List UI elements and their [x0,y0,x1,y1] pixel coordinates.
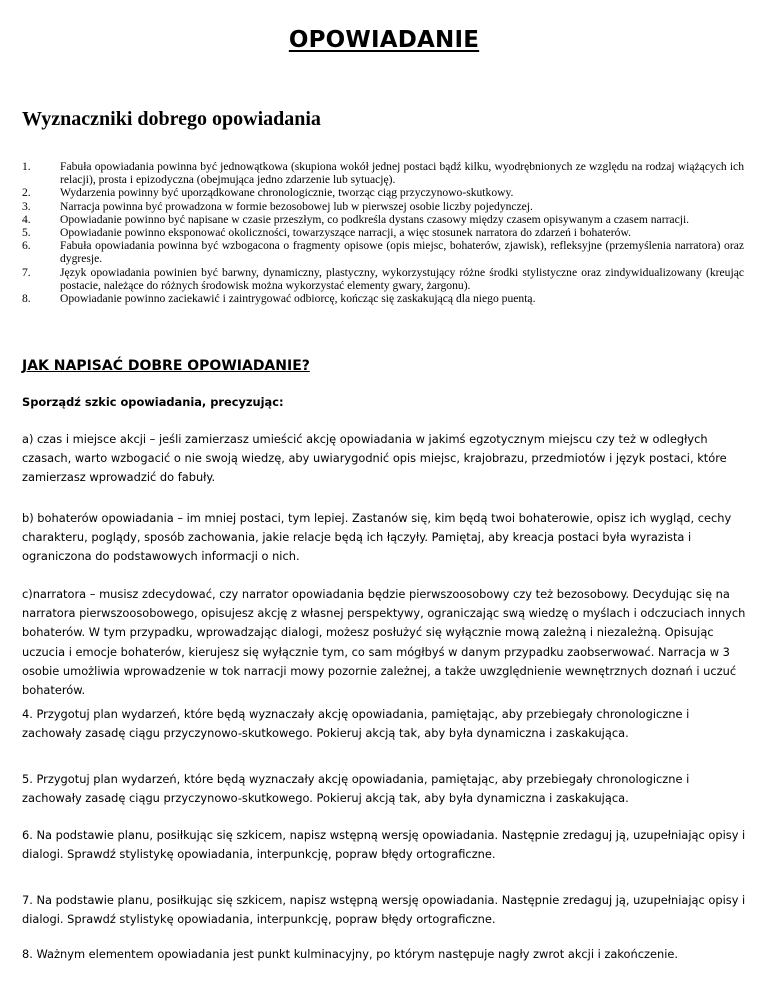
list-item: 3. Narracja powinna być prowadzona w formie bezosobowej lub w pierwszej osobie liczby pojedynczej. [22,199,533,213]
list-item: 4. Opowiadanie powinno być napisane w czasie przeszłym, co podkreśla dystans czasowy między czasem opisywanym a czasem narracji. [22,212,690,226]
paragraph-step-8: 8. Ważnym elementem opowiadania jest punkt kulminacyjny, po którym następuje nagły zwrot akcji i zakończenie. [22,947,679,961]
list-item: 6. Fabuła opowiadania powinna być wzbogacona o fragmenty opisowe (opis miejsc, bohaterów, zjawisk), refleksyjne (przemyślenia narratora) oraz dygresje. [22,239,744,266]
paragraph-narrator: c)narratora – musisz zdecydować, czy narrator opowiadania będzie pierwszoosobowy czy też bezosobowy. Decydując się na narratora pierwszoosobowego, opisujesz akcję z własnej perspektywy, ograniczając swą wiedzę o myślach i odczuciach innych bohaterów. W tym przypadku, wprowadzając dialogi, możesz posłużyć się wyłącznie mową zależną i niezależną. Opisując uczucia i emocje bohaterów, kierujesz się wyłącznie tym, co sam mógłbyś w danym przypadku zaobserwować. Narracja w 3 osobie umożliwia wprowadzenie w tok narracji mowy pozornie zależnej, a także uwzględnienie wewnętrznych doznań i uczuć bohaterów. [22,587,746,698]
list-item: 2. Wydarzenia powinny być uporządkowane chronologicznie, tworząc ciąg przyczynowo-skutkowy. [22,186,514,200]
criteria-list [22,160,744,305]
list-item: 5. Opowiadanie powinno eksponować okoliczności, towarzyszące narracji, a więc stosunek narratora do zdarzeń i bohaterów. [22,226,631,240]
section-heading-criteria: Wyznaczniki dobrego opowiadania [22,108,321,130]
list-item: 8. Opowiadanie powinno zaciekawić i zaintrygować odbiorcę, kończąc się zaskakującą dla niego puentą. [22,292,536,306]
list-item: 1. Fabuła opowiadania powinna być jednowątkowa (skupiona wokół jednej postaci bądź kilku, wyodrębnionych ze względu na rodzaj wiążących ich relacji), prosta i epizodyczna (obejmująca jedno zdarzenie lub sytuację). [22,160,744,187]
paragraph-step-7: 7. Na podstawie planu, posiłkując się szkicem, napisz wstępną wersję opowiadania. Następnie zredaguj ją, uzupełniając opisy i dialogi. Sprawdź stylistykę opowiadania, interpunkcję, popraw błędy ortograficzne. [22,893,746,927]
paragraph-step-4: 4. Przygotuj plan wydarzeń, które będą wyznaczały akcję opowiadania, pamiętając, aby przebiegały chronologiczne i zachowały zasadę ciągu przyczynowo-skutkowego. Pokieruj akcją tak, aby była dynamiczna i zaskakująca. [22,707,690,741]
list-item: 7. Język opowiadania powinien być barwny, dynamiczny, plastyczny, wykorzystujący różne środki stylistyczne oraz zindywidualizowany (kreując postacie, należące do różnych środowisk można wykorzystać elementy gwary, żargonu). [22,265,744,292]
document-title: OPOWIADANIE [288,27,480,53]
paragraph-time-place: a) czas i miejsce akcji – jeśli zamierzasz umieścić akcję opowiadania w jakimś egzotycznym miejscu czy też w odległych czasach, warto wzbogacić o nie swoją wiedzę, aby uwiarygodnić opis miejsc, krajobrazu, przedmiotów i język postaci, które zamierzasz wprowadzić do fabuły. [22,432,727,485]
paragraph-step-6: 6. Na podstawie planu, posiłkując się szkicem, napisz wstępną wersję opowiadania. Następnie zredaguj ją, uzupełniając opisy i dialogi. Sprawdź stylistykę opowiadania, interpunkcję, popraw błędy ortograficzne. [22,828,746,862]
section-heading-howto: JAK NAPISAĆ DOBRE OPOWIADANIE? [22,358,310,374]
section-subheading: Sporządź szkic opowiadania, precyzując: [22,395,284,409]
paragraph-characters: b) bohaterów opowiadania – im mniej postaci, tym lepiej. Zastanów się, kim będą twoi bohaterowie, opisz ich wygląd, cechy charakteru, poglądy, sposób zachowania, jakie relacje będą ich łączyły. Pamiętaj, aby kreacja postaci była wyrazista i ograniczona do podstawowych informacji o nich. [22,511,732,564]
paragraph-step-5: 5. Przygotuj plan wydarzeń, które będą wyznaczały akcję opowiadania, pamiętając, aby przebiegały chronologiczne i zachowały zasadę ciągu przyczynowo-skutkowego. Pokieruj akcją tak, aby była dynamiczna i zaskakująca. [22,772,690,806]
